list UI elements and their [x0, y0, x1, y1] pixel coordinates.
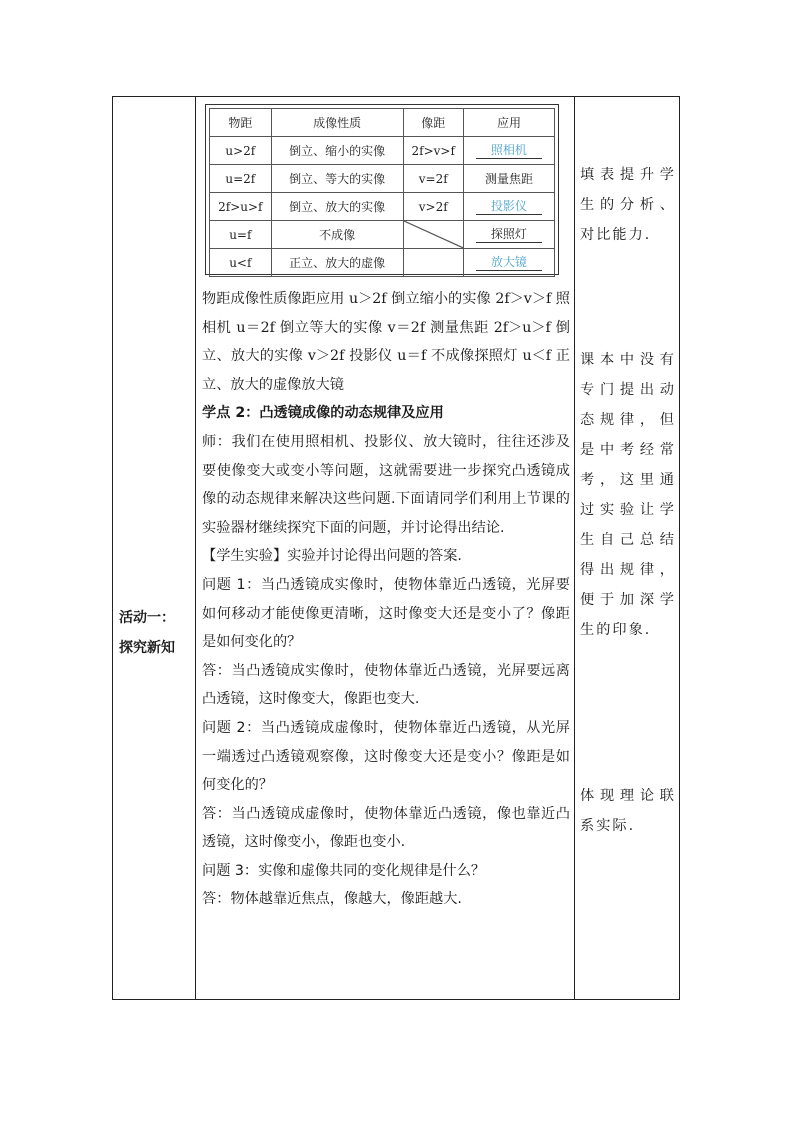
imaging-table — [209, 108, 555, 277]
design-note-1: 填表提升学生的分析、对比能力. — [580, 167, 676, 243]
cell-property: 倒立、缩小的实像 — [271, 137, 403, 165]
question-3: 问题 3：实像和虚像共同的变化规律是什么？ — [202, 862, 486, 879]
experiment-paragraph: 【学生实验】实验并讨论得出问题的答案. — [202, 548, 462, 565]
table-header-row — [210, 109, 555, 137]
imaging-properties-table — [205, 104, 559, 275]
table-row — [210, 137, 555, 165]
activity-label — [113, 603, 195, 663]
cell-image-distance-empty — [403, 221, 463, 249]
cell-distance: u=f — [210, 221, 272, 249]
header-image-distance: 像距 — [403, 109, 463, 137]
answer-blank: 放大镜 — [476, 255, 542, 271]
cell-distance: u=2f — [210, 165, 272, 193]
question-2: 问题 2：当凸透镜成虚像时，使物体靠近凸透镜，从光屏一端透过凸透镜观察像，这时像变大还是变小？像距是如何变化的？ — [202, 719, 570, 794]
cell-distance: 2f>u>f — [210, 193, 272, 221]
cell-property: 不成像 — [271, 221, 403, 249]
answer-2: 答：当凸透镜成虚像时，使物体靠近凸透镜，像也靠近凸透镜，这时像变小，像距也变小. — [202, 805, 570, 851]
answer-3: 答：物体越靠近焦点，像越大，像距越大. — [202, 891, 462, 908]
section-heading: 学点 2：凸透镜成像的动态规律及应用 — [202, 405, 444, 422]
answer-blank: 探照灯 — [476, 227, 542, 243]
cell-image-distance: v=2f — [403, 165, 463, 193]
cell-application — [463, 137, 554, 165]
cell-image-distance: 2f>v>f — [403, 137, 463, 165]
column-divider-left — [195, 97, 196, 999]
header-object-distance: 物距 — [210, 109, 272, 137]
answer-blank: 照相机 — [476, 143, 542, 159]
cell-image-distance-empty — [403, 249, 463, 277]
table-row — [210, 193, 555, 221]
cell-distance: u<f — [210, 249, 272, 277]
answer-blank: 投影仪 — [476, 199, 542, 215]
header-image-property: 成像性质 — [271, 109, 403, 137]
column-divider-right — [574, 97, 575, 999]
diagonal-slash — [404, 221, 463, 248]
main-content — [202, 285, 570, 914]
cell-property: 正立、放大的虚像 — [271, 249, 403, 277]
cell-property: 倒立、放大的实像 — [271, 193, 403, 221]
design-note-3: 体现理论联系实际. — [580, 788, 676, 834]
cell-image-distance: v>2f — [403, 193, 463, 221]
cell-application — [463, 193, 554, 221]
activity-label-line1: 活动一： — [119, 610, 175, 626]
table-row — [210, 165, 555, 193]
header-application: 应用 — [463, 109, 554, 137]
diagonal-slash — [404, 249, 463, 276]
cell-property: 倒立、等大的实像 — [271, 165, 403, 193]
cell-application: 测量焦距 — [463, 165, 554, 193]
cell-distance: u>2f — [210, 137, 272, 165]
cell-application — [463, 221, 554, 249]
activity-label-line2: 探究新知 — [119, 640, 175, 656]
table-row — [210, 221, 555, 249]
design-note-2: 课本中没有专门提出动态规律，但是中考经常考，这里通过实验让学生自己总结得出规律，便于加深学生的印象. — [580, 352, 676, 638]
teacher-paragraph: 师：我们在使用照相机、投影仪、放大镜时，往往还涉及要使像变大或变小等问题，这就需要进一步探究凸透镜成像的动态规律来解决这些问题.下面请同学们利用上节课的实验器材继续探究下面的问题，并讨论得出结论. — [202, 433, 570, 536]
table-row — [210, 249, 555, 277]
question-1: 问题 1：当凸透镜成实像时，使物体靠近凸透镜，光屏要如何移动才能使像更清晰，这时像变大还是变小了？像距是如何变化的？ — [202, 576, 570, 651]
cell-application — [463, 249, 554, 277]
table-text-summary: 物距成像性质像距应用 u＞2f 倒立缩小的实像 2f＞v＞f 照相机 u＝2f 倒立等大的实像 v＝2f 测量焦距 2f＞u＞f 倒立、放大的实像 v＞2f 投影仪 u＝f 不成像探照灯 u＜f 正立、放大的虚像放大镜 — [202, 291, 570, 393]
lesson-table — [112, 96, 680, 1000]
answer-1: 答：当凸透镜成实像时，使物体靠近凸透镜，光屏要远离凸透镜，这时像变大，像距也变大. — [202, 662, 570, 708]
